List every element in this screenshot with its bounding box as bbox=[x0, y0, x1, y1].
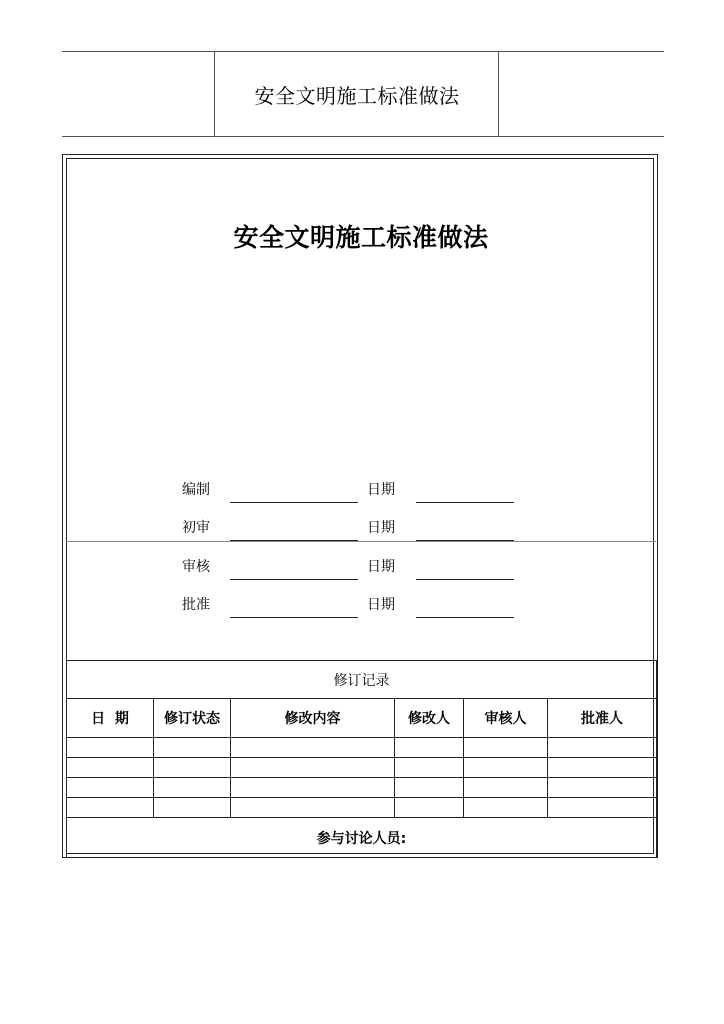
date-line bbox=[416, 617, 514, 618]
column-header-content: 修改内容 bbox=[231, 699, 395, 738]
signature-line bbox=[230, 502, 358, 503]
signature-date-label: 日期 bbox=[367, 520, 395, 536]
table-row bbox=[67, 738, 657, 758]
table-row bbox=[67, 778, 657, 798]
table-cell[interactable] bbox=[464, 758, 548, 778]
signature-date-label: 日期 bbox=[367, 482, 395, 498]
table-cell[interactable] bbox=[154, 738, 231, 758]
date-line bbox=[416, 502, 514, 503]
section-divider bbox=[66, 541, 656, 542]
table-cell[interactable] bbox=[231, 738, 395, 758]
revision-title: 修订记录 bbox=[67, 661, 657, 699]
table-cell[interactable] bbox=[464, 778, 548, 798]
column-header-reviewer: 审核人 bbox=[464, 699, 548, 738]
table-cell[interactable] bbox=[548, 738, 657, 758]
signature-role-label: 编制 bbox=[182, 482, 210, 498]
signature-line bbox=[230, 579, 358, 580]
header-left-divider bbox=[214, 51, 215, 137]
table-cell[interactable] bbox=[395, 758, 464, 778]
signature-line bbox=[230, 617, 358, 618]
table-cell[interactable] bbox=[395, 798, 464, 818]
table-cell[interactable] bbox=[154, 758, 231, 778]
table-cell[interactable] bbox=[231, 758, 395, 778]
date-line bbox=[416, 579, 514, 580]
table-cell[interactable] bbox=[231, 778, 395, 798]
table-cell[interactable] bbox=[548, 758, 657, 778]
table-cell[interactable] bbox=[154, 778, 231, 798]
table-cell[interactable] bbox=[154, 798, 231, 818]
signature-date-label: 日期 bbox=[367, 559, 395, 575]
participants-label: 参与讨论人员: bbox=[67, 818, 657, 858]
table-cell[interactable] bbox=[67, 778, 154, 798]
table-cell[interactable] bbox=[464, 798, 548, 818]
table-cell[interactable] bbox=[231, 798, 395, 818]
table-cell[interactable] bbox=[67, 798, 154, 818]
table-cell[interactable] bbox=[395, 778, 464, 798]
revision-header-row bbox=[67, 699, 657, 738]
revision-table bbox=[66, 660, 657, 858]
header-title: 安全文明施工标准做法 bbox=[254, 84, 460, 108]
column-header-modifier: 修改人 bbox=[395, 699, 464, 738]
table-cell[interactable] bbox=[395, 738, 464, 758]
document-title: 安全文明施工标准做法 bbox=[233, 223, 489, 252]
signature-date-label: 日期 bbox=[367, 597, 395, 613]
column-header-status: 修订状态 bbox=[154, 699, 231, 738]
table-cell[interactable] bbox=[464, 738, 548, 758]
revision-title-row bbox=[67, 661, 657, 699]
column-header-approver: 批准人 bbox=[548, 699, 657, 738]
table-cell[interactable] bbox=[67, 738, 154, 758]
signature-role-label: 初审 bbox=[182, 520, 210, 536]
table-row bbox=[67, 758, 657, 778]
table-row bbox=[67, 798, 657, 818]
table-cell[interactable] bbox=[67, 758, 154, 778]
signature-role-label: 批准 bbox=[182, 597, 210, 613]
table-cell[interactable] bbox=[548, 798, 657, 818]
column-header-date: 日 期 bbox=[67, 699, 154, 738]
participants-row bbox=[67, 818, 657, 858]
signature-role-label: 审核 bbox=[182, 559, 210, 575]
header-right-divider bbox=[498, 51, 499, 137]
table-cell[interactable] bbox=[548, 778, 657, 798]
